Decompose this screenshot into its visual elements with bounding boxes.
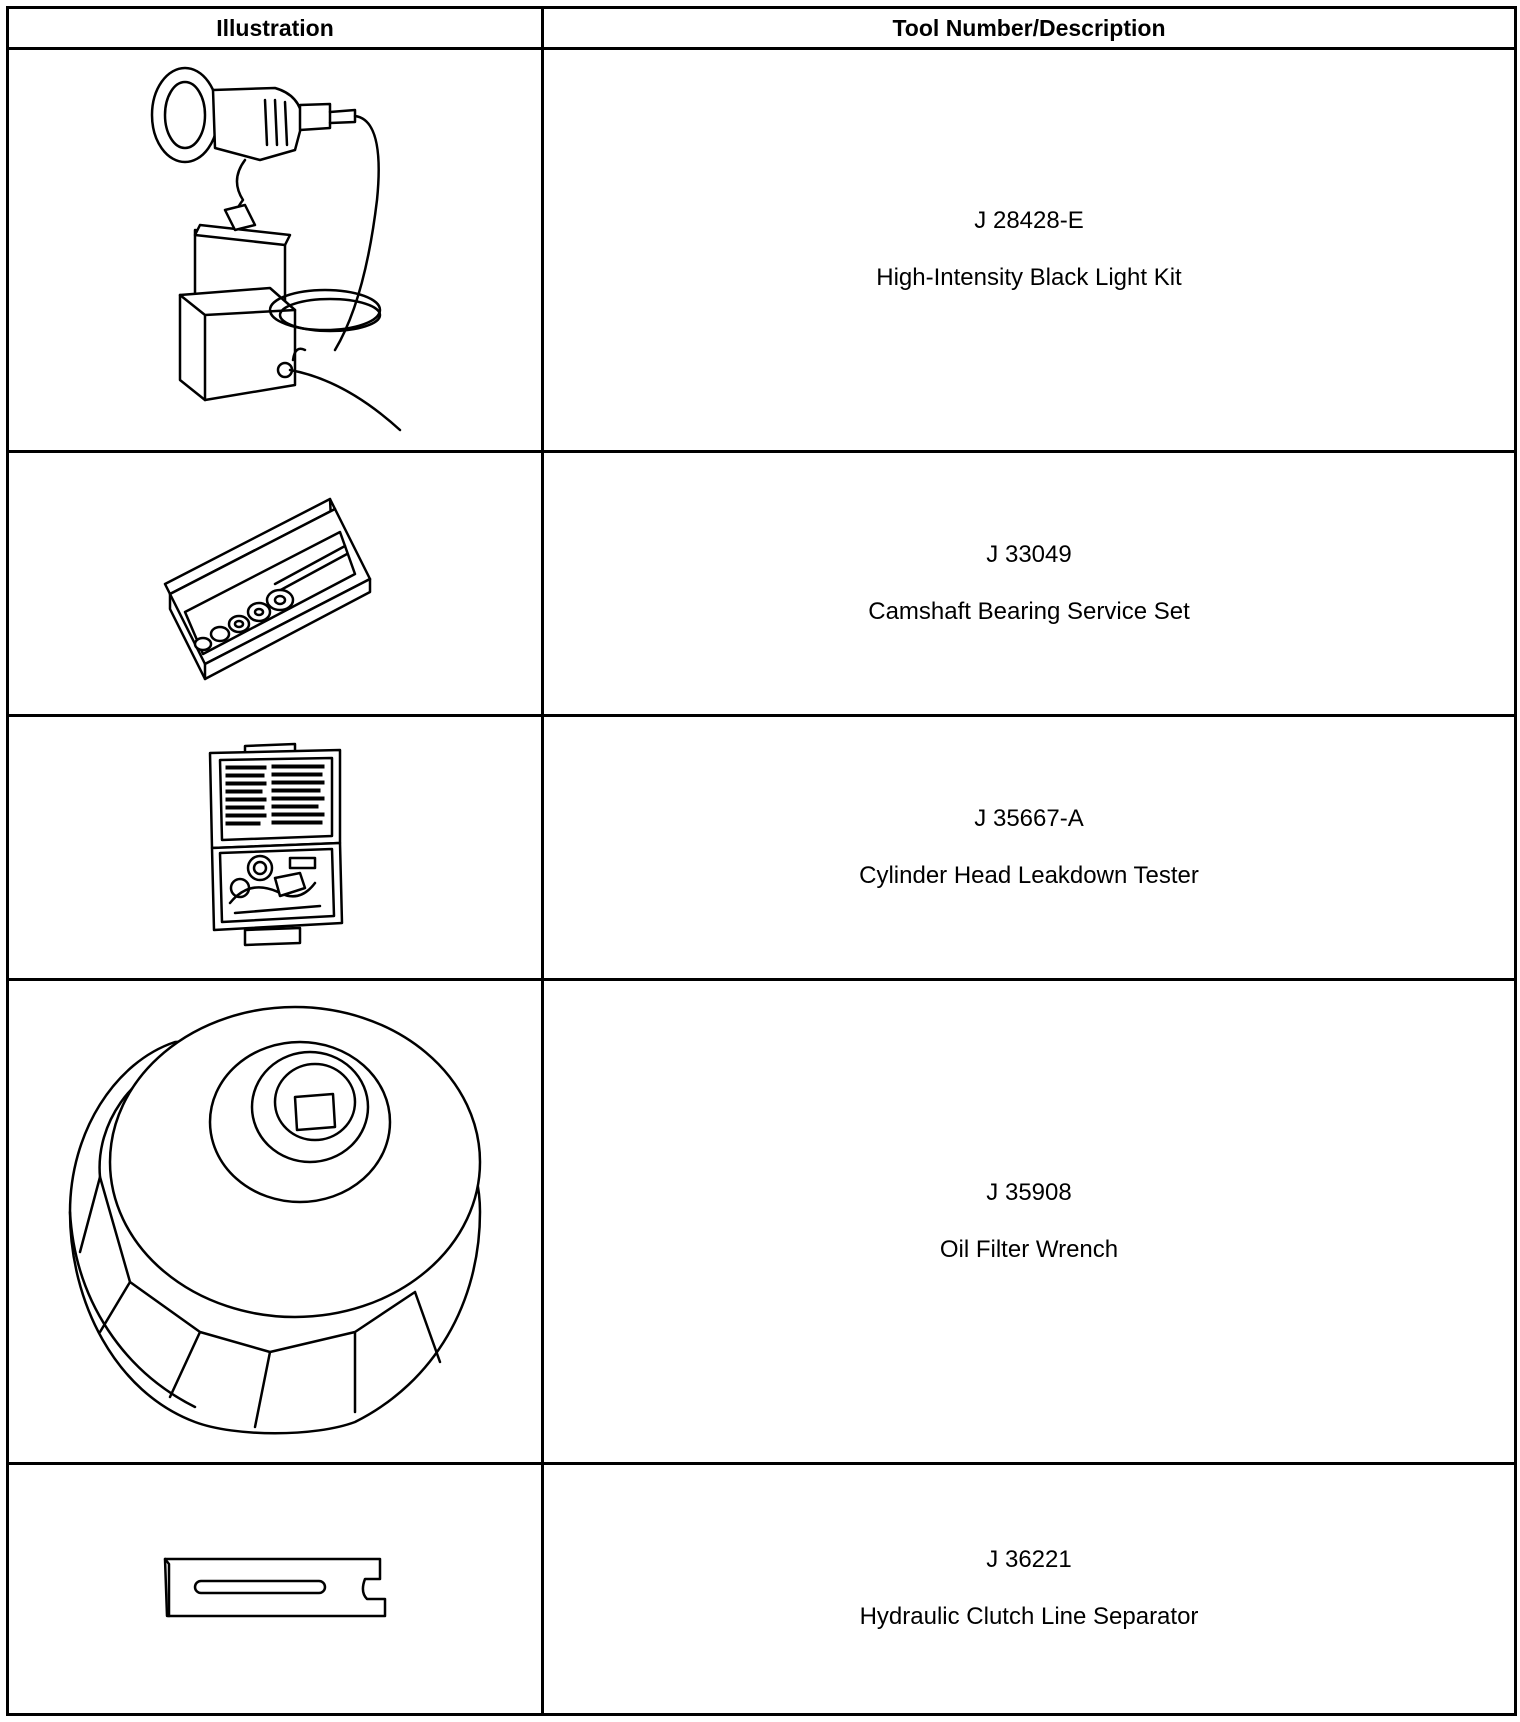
illustration-column-header: Illustration bbox=[8, 8, 543, 49]
tool-number: J 28428-E bbox=[974, 207, 1084, 235]
tool-description: Oil Filter Wrench bbox=[939, 1235, 1119, 1263]
description-cell bbox=[543, 716, 1516, 980]
tool-number: J 35908 bbox=[986, 1178, 1072, 1206]
description-cell bbox=[543, 1464, 1516, 1715]
black-light-kit-icon bbox=[125, 60, 425, 440]
tool-table bbox=[6, 6, 1517, 1716]
clutch-line-separator-icon bbox=[155, 1544, 395, 1634]
illustration-cell bbox=[8, 452, 543, 716]
description-cell bbox=[543, 980, 1516, 1464]
table-row bbox=[8, 980, 1516, 1464]
tool-description: Cylinder Head Leakdown Tester bbox=[859, 861, 1199, 889]
leakdown-tester-case-icon bbox=[200, 738, 350, 958]
description-column-header: Tool Number/Description bbox=[543, 8, 1516, 49]
illustration-cell bbox=[8, 980, 543, 1464]
table-row bbox=[8, 1464, 1516, 1715]
camshaft-bearing-set-icon bbox=[155, 484, 395, 684]
tool-number: J 36221 bbox=[986, 1546, 1072, 1574]
table-row bbox=[8, 716, 1516, 980]
tool-description: High-Intensity Black Light Kit bbox=[876, 264, 1182, 291]
illustration-cell bbox=[8, 49, 543, 452]
tool-number: J 33049 bbox=[986, 540, 1072, 568]
table-header-row bbox=[8, 8, 1516, 49]
tool-number: J 35667-A bbox=[974, 804, 1084, 832]
tool-description: Hydraulic Clutch Line Separator bbox=[859, 1603, 1199, 1630]
illustration-cell bbox=[8, 716, 543, 980]
description-cell bbox=[543, 49, 1516, 452]
tool-description: Camshaft Bearing Service Set bbox=[868, 597, 1190, 625]
oil-filter-wrench-icon bbox=[55, 1002, 495, 1442]
description-cell bbox=[543, 452, 1516, 716]
tool-table-page bbox=[6, 6, 1514, 1716]
table-row bbox=[8, 452, 1516, 716]
table-row bbox=[8, 49, 1516, 452]
illustration-cell bbox=[8, 1464, 543, 1715]
